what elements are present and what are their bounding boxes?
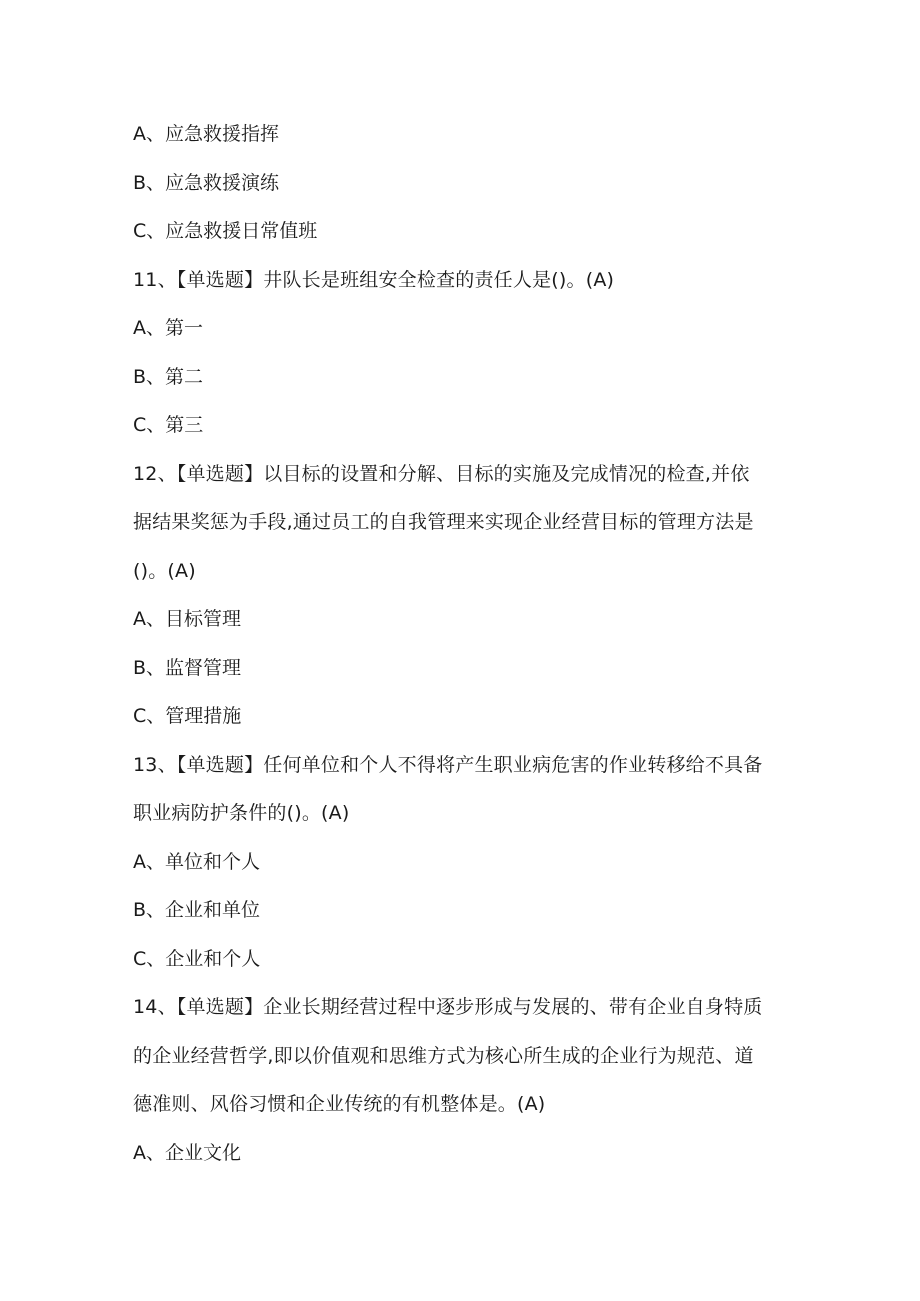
question-11-option-c: C、第三 <box>133 414 204 436</box>
question-12-text-line-1: 12、【单选题】以目标的设置和分解、目标的实施及完成情况的检查,并依 <box>133 462 750 485</box>
option-prev-c: C、应急救援日常值班 <box>133 220 318 242</box>
question-13-text-line-2: 职业病防护条件的()。(A) <box>133 802 350 824</box>
question-14-text-line-2: 的企业经营哲学,即以价值观和思维方式为核心所生成的企业行为规范、道 <box>133 1044 754 1067</box>
question-11-option-b: B、第二 <box>133 365 204 388</box>
question-13-option-b: B、企业和单位 <box>133 899 261 921</box>
question-14-text-line-3: 德准则、风俗习惯和企业传统的有机整体是。(A) <box>133 1093 546 1115</box>
question-list <box>133 110 798 1177</box>
question-12-text-line-3: ()。(A) <box>133 559 196 582</box>
question-12-option-a: A、目标管理 <box>133 608 241 630</box>
question-11-text: 11、【单选题】井队长是班组安全检查的责任人是()。(A) <box>133 268 615 291</box>
question-14-text-line-1: 14、【单选题】企业长期经营过程中逐步形成与发展的、带有企业自身特质 <box>133 996 763 1018</box>
question-12-option-b: B、监督管理 <box>133 656 242 679</box>
question-12-option-c: C、管理措施 <box>133 705 242 727</box>
question-13-option-a: A、单位和个人 <box>133 850 260 873</box>
option-prev-b: B、应急救援演练 <box>133 171 280 194</box>
option-prev-a: A、应急救援指挥 <box>133 123 279 145</box>
question-13-option-c: C、企业和个人 <box>133 947 261 970</box>
question-11-option-a: A、第一 <box>133 317 203 339</box>
question-12-text-line-2: 据结果奖惩为手段,通过员工的自我管理来实现企业经营目标的管理方法是 <box>133 511 754 533</box>
question-14-option-a: A、企业文化 <box>133 1141 241 1164</box>
question-13-text-line-1: 13、【单选题】任何单位和个人不得将产生职业病危害的作业转移给不具备 <box>133 753 763 776</box>
